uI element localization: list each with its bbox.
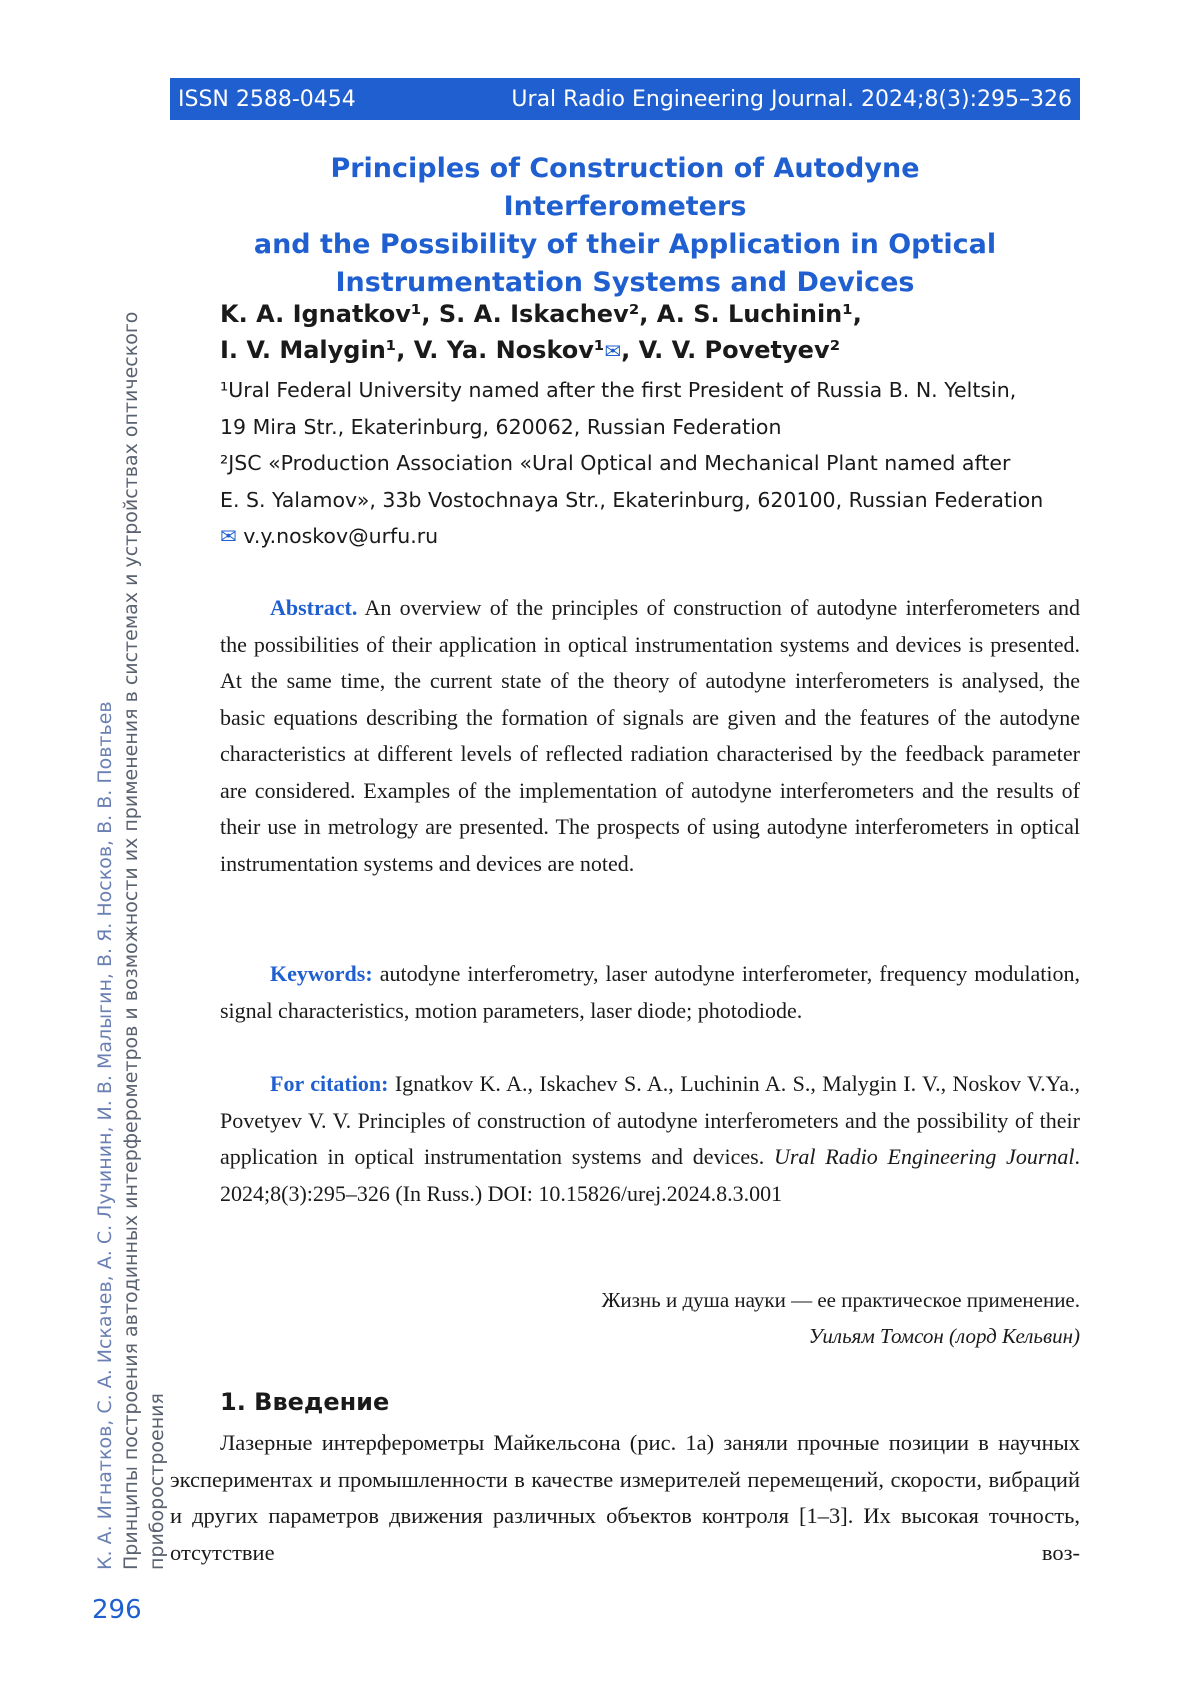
author-names: , V. V. Povetyev²: [621, 336, 841, 364]
epigraph: [220, 1282, 1080, 1354]
intro-paragraph: [170, 1425, 1080, 1571]
contact-email: [220, 518, 1080, 555]
affiliation-line: 19 Mira Str., Ekaterinburg, 620062, Russian Federation: [220, 414, 782, 439]
envelope-icon: ✉: [604, 339, 622, 363]
epigraph-attribution: Уильям Томсон (лорд Кельвин): [808, 1324, 1080, 1348]
page-number: 296: [92, 1595, 142, 1625]
article-title-line: Instrumentation Systems and Devices: [335, 267, 915, 298]
keywords: [220, 956, 1080, 1029]
journal-reference: Ural Radio Engineering Journal. 2024;8(3):295–326: [511, 86, 1072, 112]
affiliation-line: ²JSC «Production Association «Ural Optical and Mechanical Plant named after: [220, 451, 1011, 475]
citation-text: Ignatkov K. A., Iskachev S. A., Luchinin A. S., Malygin I. V., Noskov V.Ya., Povetyev V. V. Principles of construction of autodyne interferometers and the possibility of their application in optical instrumentation systems and devices.: [220, 1071, 1081, 1169]
citation-text-tail: . 2024;8(3):295–326 (In Russ.) DOI: 10.15826/urej.2024.8.3.001: [220, 1144, 1080, 1206]
abstract-label: Abstract.: [270, 595, 358, 620]
sidebar-title: Принципы построения автодинных интерферометров и возможности их применения в системах и устройствах оптического приборостроения: [120, 311, 168, 1570]
article-title-line: and the Possibility of their Application in Optical: [253, 229, 997, 260]
affiliations: [220, 372, 1080, 555]
keywords-label: Keywords:: [270, 961, 373, 986]
affiliation-line: E. S. Yalamov», 33b Vostochnaya Str., Ekaterinburg, 620100, Russian Federation: [220, 487, 1044, 512]
affiliation-line: ¹Ural Federal University named after the first President of Russia B. N. Yeltsin,: [220, 378, 1017, 402]
author-list: [220, 296, 1080, 369]
author-line: K. A. Ignatkov¹, S. A. Iskachev², A. S. Luchinin¹,: [220, 300, 862, 328]
citation-journal: Ural Radio Engineering Journal: [773, 1144, 1075, 1169]
abstract-text: An overview of the principles of construction of autodyne interferometers and the possibilities of their application in optical instrumentation systems and devices is presented. At the same time, the current state of the theory of autodyne interferometers is analysed, the basic equations describing the formation of signals are given and the features of the autodyne characteristics at different levels of reflected radiation characterised by the feedback parameter are considered. Examples of the implementation of autodyne interferometers and the results of their use in metrology are presented. The prospects of using autodyne interferometers in optical instrumentation systems and devices are noted.: [220, 595, 1080, 876]
epigraph-quote: Жизнь и душа науки — ее практическое применение.: [601, 1288, 1080, 1312]
journal-header-bar: [170, 78, 1080, 120]
envelope-icon: ✉: [220, 524, 237, 548]
section-heading: 1. Введение: [220, 1388, 390, 1416]
citation-label: For citation:: [270, 1071, 389, 1096]
abstract: [220, 590, 1080, 882]
issn-label: ISSN 2588-0454: [178, 86, 356, 112]
author-line: [220, 332, 1080, 369]
running-sidebar: [92, 150, 170, 1570]
intro-text: Лазерные интерферометры Майкельсона (рис. 1а) заняли прочные позиции в научных экспериментах и промышленности в качестве измерителей перемещений, скорости, вибраций и других параметров движения различных объектов контроля [1–3]. Их высокая точность, отсутствие воз-: [170, 1430, 1080, 1565]
email-link[interactable]: v.y.noskov@urfu.ru: [243, 524, 439, 548]
article-title: [220, 150, 1030, 302]
author-names: I. V. Malygin¹, V. Ya. Noskov¹: [220, 336, 605, 364]
sidebar-authors: К. А. Игнатков, С. А. Искачев, А. С. Лучинин, И. В. Малыгин, В. Я. Носков, В. В. Повтьев: [94, 701, 116, 1570]
article-title-line: Principles of Construction of Autodyne Interferometers: [330, 153, 920, 222]
keywords-text: autodyne interferometry, laser autodyne interferometer, frequency modulation, signal characteristics, motion parameters, laser diode; photodiode.: [220, 961, 1080, 1023]
citation: [220, 1066, 1080, 1212]
